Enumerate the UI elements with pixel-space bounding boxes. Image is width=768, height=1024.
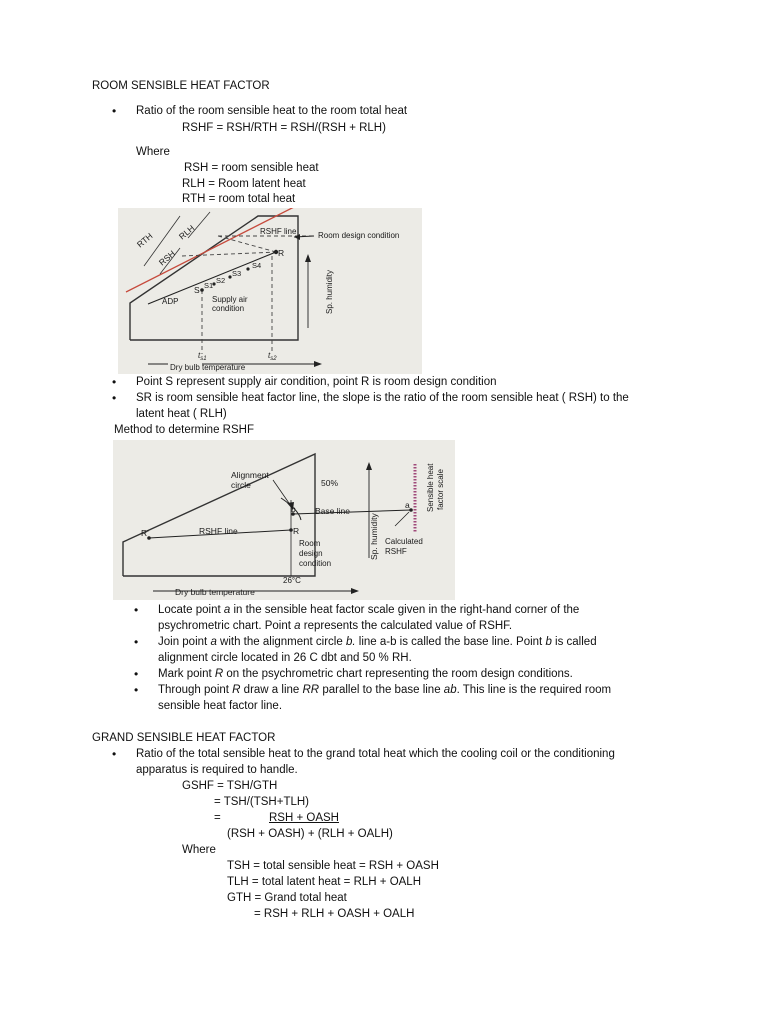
- label-supply-air: Supply air: [212, 295, 248, 304]
- rshf-formula: RSHF = RSH/RTH = RSH/(RSH + RLH): [182, 122, 386, 134]
- point-a-label: a: [405, 500, 410, 510]
- label-adp: ADP: [162, 297, 179, 306]
- label-alignment: Alignment: [231, 470, 269, 480]
- point-s4-label: S4: [252, 261, 262, 270]
- step-join-point-a: • Join point a with the alignment circle b. line a-b is called the base line. Point b is called: [158, 635, 597, 649]
- step-locate-point-a: • Locate point a in the sensible heat factor scale given in the right-hand corner of the: [158, 603, 579, 617]
- label-room-design-condition: Room design condition: [318, 231, 400, 240]
- point-s3-label: S3: [232, 269, 242, 278]
- gshf-formula-numerator: RSH + OASH: [269, 812, 339, 824]
- bullet-gshf-definition-cont: apparatus is required to handle.: [136, 764, 298, 776]
- label-design: design: [299, 549, 323, 558]
- point-r-label-2: R: [293, 526, 300, 536]
- point-s1-label: S1: [204, 281, 214, 290]
- label-26c: 26°C: [283, 576, 301, 585]
- bullet-sr-line: • SR is room sensible heat factor line, the slope is the ratio of the room sensible heat ( RSH) to the: [136, 391, 629, 405]
- point-b-label: b: [291, 504, 296, 514]
- step-join-point-a-cont: alignment circle located in 26 C dbt and 50 % RH.: [158, 652, 412, 664]
- bullet-sr-line-cont: latent heat ( RLH): [136, 408, 227, 420]
- label-shf-scale-2: factor scale: [436, 469, 445, 510]
- step-draw-line-rr-cont: sensible heat factor line.: [158, 700, 283, 712]
- point-s2-label: S2: [216, 276, 226, 285]
- label-rshf-line: RSHF line: [260, 227, 297, 236]
- gshf-formula-1: GSHF = TSH/GTH: [182, 780, 278, 792]
- gshf-formula-denominator: (RSH + OASH) + (RLH + OALH): [227, 828, 393, 840]
- def-rlh: RLH = Room latent heat: [182, 178, 306, 190]
- def-tsh: TSH = total sensible heat = RSH + OASH: [227, 860, 439, 872]
- tick-ts2: $t_{s2}$: [268, 351, 277, 362]
- def-tlh: TLH = total latent heat = RLH + OALH: [227, 876, 422, 888]
- where-label-2: Where: [182, 844, 216, 856]
- point-r-label: R: [278, 248, 285, 258]
- axis-dry-bulb-2: Dry bulb temperature: [175, 587, 255, 597]
- section-heading-rshf: ROOM SENSIBLE HEAT FACTOR: [92, 80, 270, 92]
- label-rth: RTH: [134, 230, 155, 250]
- label-rshf-calc: RSHF: [385, 547, 407, 556]
- bullet-rshf-definition: • Ratio of the room sensible heat to the room total heat: [136, 104, 407, 118]
- label-rsh: RSH: [156, 248, 178, 268]
- label-rshf-line-2: RSHF line: [199, 526, 238, 536]
- label-base-line: Base line: [315, 506, 350, 516]
- method-heading: Method to determine RSHF: [114, 424, 254, 436]
- label-supply-condition: condition: [212, 304, 245, 313]
- bullet-gshf-definition: • Ratio of the total sensible heat to the grand total heat which the cooling coil or the conditioning: [136, 747, 615, 761]
- gshf-formula-3-eq: =: [214, 812, 221, 824]
- figure-rshf-psychrometric: [118, 208, 422, 374]
- label-room: Room: [299, 539, 321, 548]
- label-50-percent: 50%: [321, 478, 339, 488]
- gshf-formula-2: = TSH/(TSH+TLH): [214, 796, 309, 808]
- axis-dry-bulb: Dry bulb temperature: [170, 363, 246, 372]
- section-heading-gshf: GRAND SENSIBLE HEAT FACTOR: [92, 732, 276, 744]
- label-shf-scale-1: Sensible heat: [426, 463, 435, 512]
- label-condition: condition: [299, 559, 332, 568]
- axis-sp-humidity: Sp. humidity: [325, 269, 334, 314]
- step-locate-point-a-cont: psychrometric chart. Point a represents the calculated value of RSHF.: [158, 620, 513, 632]
- def-rsh: RSH = room sensible heat: [184, 162, 319, 174]
- bullet-point-s: • Point S represent supply air condition, point R is room design condition: [136, 375, 497, 389]
- point-r-prime-label: R': [141, 528, 149, 538]
- tick-ts1: $t_{s1}$: [198, 351, 207, 362]
- where-label: Where: [136, 146, 170, 158]
- point-s-label: S: [194, 285, 200, 295]
- label-calculated: Calculated: [385, 537, 423, 546]
- step-mark-point-r: • Mark point R on the psychrometric chart representing the room design conditions.: [158, 667, 573, 681]
- step-draw-line-rr: • Through point R draw a line RR parallel to the base line ab. This line is the required room: [158, 683, 611, 697]
- def-gth-expansion: = RSH + RLH + OASH + OALH: [254, 908, 415, 920]
- label-circle: circle: [231, 480, 251, 490]
- def-rth: RTH = room total heat: [182, 193, 296, 205]
- label-rlh: RLH: [176, 222, 197, 242]
- axis-sp-humidity-2: Sp. humidity: [369, 513, 379, 560]
- figure-rshf-method: [113, 440, 455, 600]
- def-gth: GTH = Grand total heat: [227, 892, 347, 904]
